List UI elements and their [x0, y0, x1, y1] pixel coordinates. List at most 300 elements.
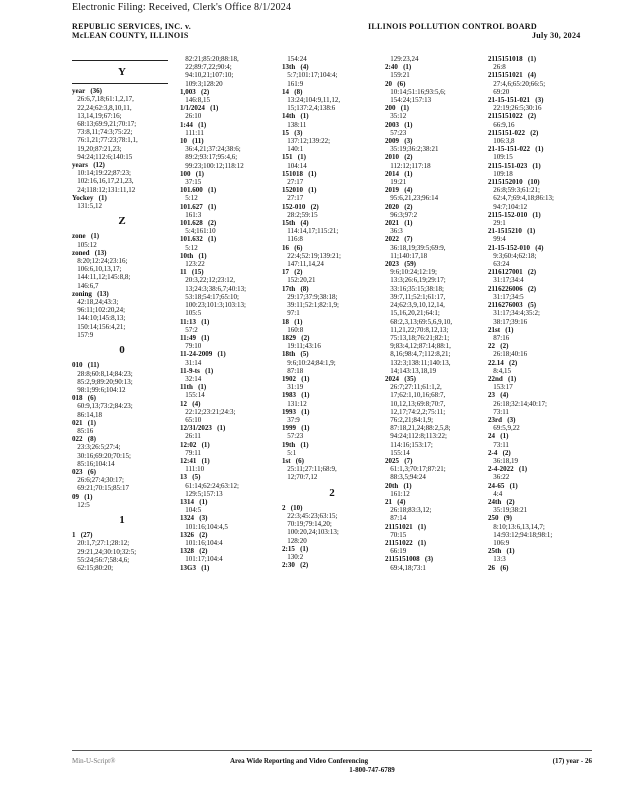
index-citation: 10:14;19:22;87:23;	[72, 169, 131, 178]
index-citation: 8:20;12:24;23:16;	[72, 257, 128, 266]
index-term: 11-9-ts (1)	[180, 366, 214, 375]
index-term: 09 (1)	[72, 492, 93, 501]
index-citation: 36:18,19	[488, 456, 518, 465]
index-citation: 9:6;10:24;12:19;	[385, 268, 437, 277]
index-citation: 26:18;83:3,12;	[385, 506, 432, 515]
index-citation: 152:20,21	[282, 276, 316, 285]
index-citation: 28:8;60:8,14;84:23;	[72, 369, 133, 378]
index-citation: 140:1	[282, 145, 304, 154]
index-citation: 13:3	[488, 555, 506, 564]
index-citation: 68:13;69:9,21;70:17;	[72, 120, 137, 129]
index-citation: 161:12	[385, 489, 410, 498]
index-term: 12 (4)	[180, 399, 201, 408]
footer-phone: 1-800-747-6789	[349, 766, 395, 774]
index-citation: 109:18	[488, 169, 513, 178]
index-term: 22 (2)	[488, 342, 509, 351]
index-term: 24th (2)	[488, 497, 515, 506]
index-citation: 36:22	[488, 473, 510, 482]
index-citation: 109:15	[488, 153, 513, 162]
index-citation: 66:19	[385, 547, 407, 556]
index-citation: 39:11;52:1;82:1,9;	[282, 301, 339, 310]
index-citation: 8,16;98:4,7;112:8,21;	[385, 350, 451, 359]
index-citation: 87:18	[282, 366, 304, 375]
index-citation: 23:3;26:5;27:4;	[72, 443, 121, 452]
index-citation: 94:7;104:12	[488, 202, 528, 211]
index-term: 021 (1)	[72, 418, 96, 427]
index-citation: 85:2,9;89:20;90:13;	[72, 377, 133, 386]
index-term: 14th (1)	[282, 112, 309, 121]
index-term: 21 (4)	[385, 497, 406, 506]
index-citation: 111:10	[180, 465, 205, 474]
index-term: 2020 (2)	[385, 202, 413, 211]
index-citation: 112:12;117:18	[385, 161, 431, 170]
index-term: 11:13 (1)	[180, 317, 210, 326]
index-citation: 11,21,22;70:8,12,13;	[385, 325, 449, 334]
index-citation: 33:16;35:15;38:18;	[385, 284, 444, 293]
index-term: zone (1)	[72, 232, 100, 241]
index-citation: 87:18,21,24;88:2,5,8;	[385, 424, 451, 433]
index-citation: 79:10	[180, 342, 202, 351]
index-term: 2 (10)	[282, 503, 303, 512]
index-term: 1324 (3)	[180, 514, 208, 523]
index-citation: 155:14	[180, 391, 205, 400]
index-term: 101.600 (1)	[180, 186, 217, 195]
index-term: 22nd (1)	[488, 374, 517, 383]
index-term: 2-4 (2)	[488, 448, 511, 457]
index-term: 101.632 (1)	[180, 235, 217, 244]
index-citation: 29:17;37:9;38:18;	[282, 292, 338, 301]
index-citation: 146:6,7	[72, 281, 99, 290]
index-term: 21151022 (1)	[385, 538, 427, 547]
index-citation: 61:1,3;70:17;87:21;	[385, 465, 446, 474]
index-term: 1326 (2)	[180, 530, 208, 539]
index-term: 151 (1)	[282, 153, 306, 162]
index-citation: 128:20	[282, 536, 307, 545]
section-rule	[72, 83, 168, 84]
index-term: 18th (5)	[282, 350, 309, 359]
index-citation: 5:4;161:10	[180, 227, 216, 236]
index-citation: 9;83:4,12;87:14;88:1,	[385, 342, 451, 351]
index-citation: 12,17;74:2,2;75:11;	[385, 407, 446, 416]
index-term: 2115151022 (2)	[488, 112, 537, 121]
index-term: 12:02 (1)	[180, 440, 210, 449]
index-citation: 28:2;59:15	[282, 210, 318, 219]
index-term: 11-24-2009 (1)	[180, 350, 226, 359]
index-citation: 105:5	[180, 309, 202, 318]
index-citation: 73:11	[488, 440, 509, 449]
index-citation: 12;70:7,12	[282, 473, 318, 482]
index-citation: 94:24;112:8;113:22;	[385, 432, 447, 441]
index-term: 2022 (7)	[385, 235, 413, 244]
index-citation: 5:12	[180, 243, 198, 252]
index-citation: 31:19	[282, 383, 304, 392]
index-citation: 22:19;26:5;30:16	[488, 104, 542, 113]
index-citation: 102:16,16,17,21,23,	[72, 177, 134, 186]
index-term: 16 (6)	[282, 243, 303, 252]
footer-page: (17) year - 26	[552, 757, 592, 765]
index-citation: 96:3;97:2	[385, 210, 418, 219]
case-caption-line2: McLEAN COUNTY, ILLINOIS	[72, 31, 189, 40]
index-citation: 131:5,12	[72, 202, 102, 211]
index-column-1	[72, 55, 172, 572]
index-citation: 20:3,22;12;23:12,	[180, 276, 236, 285]
index-citation: 26:10	[180, 112, 202, 121]
index-citation: 35:19;36:2;38:21	[385, 145, 439, 154]
index-citation: 155:14	[385, 448, 410, 457]
index-term: 1829 (2)	[282, 333, 310, 342]
index-citation: 27:4,6;65:20;66:5;	[488, 79, 546, 88]
index-citation: 69:21;70:15;85:17	[72, 484, 129, 493]
index-term: 21-1515210 (1)	[488, 227, 536, 236]
index-term: 26 (6)	[488, 563, 509, 572]
index-term: 15th (4)	[282, 219, 309, 228]
index-citation: 35:19;38:21	[488, 506, 528, 515]
index-term: 2-4-2022 (1)	[488, 465, 528, 474]
index-term: 18 (1)	[282, 317, 303, 326]
index-citation: 94:10,21;107:10;	[180, 71, 234, 80]
index-citation: 32:14	[180, 374, 202, 383]
index-citation: 154:24	[282, 55, 307, 63]
index-citation: 26:6;27:4;30:17;	[72, 476, 124, 485]
index-citation: 129:23,24	[385, 55, 419, 63]
index-term: 2115151-022 (2)	[488, 128, 539, 137]
index-citation: 86:14,18	[72, 410, 102, 419]
index-citation: 13:3;26:6,19;29:17;	[385, 276, 446, 285]
index-term: 21-15-151-022 (1)	[488, 145, 544, 154]
index-citation: 10,12,13;69:8;70:7,	[385, 399, 446, 408]
index-citation: 97:1	[282, 309, 300, 318]
index-citation: 13,14,19;67:16;	[72, 111, 122, 120]
index-term: 1 (27)	[72, 531, 93, 540]
index-citation: 157:9	[72, 330, 94, 339]
index-citation: 13:24;104:9,11,12,	[282, 96, 341, 105]
index-citation: 101:16;104:4	[180, 538, 223, 547]
index-term: 17 (2)	[282, 268, 303, 277]
index-term: 19th (1)	[282, 440, 309, 449]
index-citation: 5:7;101:17;104:4;	[282, 71, 338, 80]
index-citation: 31:17;34:4;35:2;	[488, 309, 540, 318]
index-citation: 61:14;62:24;63:12;	[180, 481, 239, 490]
index-column-2	[180, 55, 280, 572]
index-term: zoning (13)	[72, 289, 109, 298]
index-citation: 79:11	[180, 448, 201, 457]
index-citation: 99:4	[488, 235, 506, 244]
index-citation: 10:14;51:16;93:5,6;	[385, 87, 446, 96]
index-column-3	[282, 55, 382, 569]
section-letter: Z	[118, 215, 126, 228]
index-citation: 39:7,11;52:1;61:17,	[385, 292, 446, 301]
index-term: 2009 (3)	[385, 137, 413, 146]
index-citation: 106:9	[488, 538, 510, 547]
index-term: 2003 (1)	[385, 120, 413, 129]
footer-reporting: Area Wide Reporting and Video Conferencing	[230, 757, 369, 765]
index-citation: 26:18;40:16	[488, 350, 528, 359]
index-citation: 85:16	[72, 426, 94, 435]
index-citation: 22:4;52:19;139:21;	[282, 251, 341, 260]
index-term: 2115151018 (1)	[488, 55, 537, 63]
index-citation: 38:17;39:16	[488, 317, 528, 326]
index-citation: 101:16;104:4,5	[180, 522, 228, 531]
index-citation: 150:14;156:4,21;	[72, 322, 126, 331]
index-citation: 131:12	[282, 399, 307, 408]
index-citation: 75:13,18;76:21;82:1;	[385, 333, 450, 342]
index-citation: 29:21,24;30:10;32:5;	[72, 547, 137, 556]
index-citation: 100:23;101:3;103:13;	[180, 301, 246, 310]
index-citation: 101:17;104:4	[180, 555, 223, 564]
section-letter: 2	[329, 486, 335, 499]
index-citation: 5:1	[282, 448, 297, 457]
index-term: 200 (1)	[385, 104, 409, 113]
index-term: 21st (1)	[488, 325, 514, 334]
index-citation: 76:1,21;77:23;78:1,1,	[72, 136, 138, 145]
index-term: 10th (1)	[180, 251, 207, 260]
index-term: 12/31/2023 (1)	[180, 424, 226, 433]
index-citation: 147:11,14,24	[282, 260, 324, 269]
index-citation: 31:14	[180, 358, 202, 367]
index-term: 22.14 (2)	[488, 358, 518, 367]
index-term: 010 (11)	[72, 361, 100, 370]
index-term: 23 (4)	[488, 391, 509, 400]
index-citation: 8:4,15	[488, 366, 511, 375]
index-term: 20th (1)	[385, 481, 412, 490]
index-citation: 69:4,18;73:1	[385, 563, 426, 572]
index-citation: 129:5;157:13	[180, 489, 223, 498]
index-citation: 35:12	[385, 112, 407, 121]
index-term: 1983 (1)	[282, 391, 310, 400]
index-citation: 30:16;69:20;70:15;	[72, 451, 131, 460]
section-letter: Y	[118, 66, 126, 78]
index-term: 152-010 (2)	[282, 202, 319, 211]
index-citation: 22:12;23:21;24:3;	[180, 407, 236, 416]
index-citation: 153:17	[488, 383, 513, 392]
index-term: 2024 (35)	[385, 374, 416, 383]
index-term: 1:44 (1)	[180, 120, 207, 129]
index-citation: 94:24;112:6;140:15	[72, 152, 133, 161]
index-citation: 14:93:12;94:18;98:1;	[488, 530, 553, 539]
index-term: 018 (6)	[72, 394, 96, 403]
index-term: 101.628 (2)	[180, 219, 217, 228]
index-citation: 73:11	[488, 407, 509, 416]
index-citation: 63:24	[488, 260, 510, 269]
index-term: 13 (5)	[180, 473, 201, 482]
index-term: 21-15-151-021 (3)	[488, 96, 544, 105]
index-citation: 53:18;54:17;65:10;	[180, 292, 239, 301]
index-term: 2115-152-010 (1)	[488, 210, 541, 219]
index-term: 2115151021 (4)	[488, 71, 537, 80]
index-term: 24-65 (1)	[488, 481, 518, 490]
index-term: 2021 (1)	[385, 219, 413, 228]
index-term: 1,003 (2)	[180, 87, 210, 96]
index-column-5	[488, 55, 598, 572]
index-term: year (36)	[72, 87, 102, 96]
index-citation: 27:17	[282, 194, 304, 203]
hearing-date: July 30, 2024	[532, 31, 581, 40]
index-citation: 42:18,24;43:3;	[72, 298, 119, 307]
index-term: 17th (8)	[282, 284, 309, 293]
index-citation: 27:17	[282, 178, 304, 187]
index-citation: 106:3,8	[488, 137, 515, 146]
index-term: 023 (6)	[72, 467, 96, 476]
index-term: 2116127001 (2)	[488, 268, 537, 277]
index-citation: 19,20;87:21,23;	[72, 144, 122, 153]
index-citation: 11;140:17,18	[385, 251, 428, 260]
index-citation: 62:4,7;69:4,18;86:13;	[488, 194, 554, 203]
index-citation: 19:21	[385, 178, 407, 187]
index-term: 2115-151-023 (1)	[488, 161, 541, 170]
index-citation: 95:6,21,23;96:14	[385, 194, 439, 203]
index-term: 15 (3)	[282, 128, 303, 137]
index-term: 2:40 (1)	[385, 63, 412, 72]
index-citation: 98:1;99:6;104:12	[72, 385, 126, 394]
index-citation: 123:22	[180, 260, 205, 269]
index-citation: 159:21	[385, 71, 410, 80]
index-citation: 66:9,16	[488, 120, 515, 129]
index-citation: 144:11,12;145:8,8;	[72, 273, 131, 282]
index-citation: 109:3;128:20	[180, 79, 223, 88]
index-term: 022 (8)	[72, 435, 96, 444]
index-citation: 15,16,20,21;64:1;	[385, 309, 440, 318]
index-citation: 106:6,10,13,17;	[72, 265, 122, 274]
index-term: 250 (9)	[488, 514, 512, 523]
index-citation: 99:23;100:12;118:12	[180, 161, 244, 170]
index-citation: 87:16	[488, 333, 510, 342]
index-citation: 62:15;80:20;	[72, 563, 114, 572]
index-citation: 9:6;10:24;84:1,9;	[282, 358, 336, 367]
index-term: 2025 (7)	[385, 456, 413, 465]
index-term: zoned (13)	[72, 248, 107, 257]
index-column-4	[385, 55, 485, 572]
index-term: 2115152010 (10)	[488, 178, 540, 187]
index-term: 2010 (2)	[385, 153, 413, 162]
index-citation: 138:11	[282, 120, 307, 129]
index-citation: 70:19;79:14,20;	[282, 520, 332, 529]
index-term: 25th (1)	[488, 547, 515, 556]
index-term: 23rd (3)	[488, 415, 516, 424]
board-name: ILLINOIS POLLUTION CONTROL BOARD	[368, 22, 537, 31]
index-citation: 70:15	[385, 530, 407, 539]
index-citation: 144:10;145:8,13;	[72, 314, 126, 323]
index-citation: 31:17;34:4	[488, 276, 524, 285]
index-term: 2:15 (1)	[282, 544, 309, 553]
index-citation: 22:3;45:23;63:15;	[282, 511, 338, 520]
index-term: 2:30 (2)	[282, 561, 309, 570]
index-citation: 137:12;139:22;	[282, 137, 331, 146]
section-letter: 0	[119, 344, 125, 357]
index-citation: 104:5	[180, 506, 202, 515]
index-citation: 85:16;104:14	[72, 459, 115, 468]
index-term: 2116226006 (2)	[488, 284, 537, 293]
index-citation: 24;62:3,9,10,12,14,	[385, 301, 445, 310]
index-term: 12:41 (1)	[180, 456, 210, 465]
index-citation: 31:17;34:5	[488, 292, 524, 301]
index-term: 101.627 (1)	[180, 202, 217, 211]
index-citation: 26:18;32:14;40:17;	[488, 399, 547, 408]
index-term: 151018 (1)	[282, 169, 317, 178]
index-citation: 29:1	[488, 219, 506, 228]
index-citation: 161:9	[282, 79, 304, 88]
index-citation: 22;89:7,22;90:4;	[180, 63, 232, 72]
index-citation: 5:12	[180, 194, 198, 203]
index-citation: 26:11	[180, 432, 201, 441]
index-term: 14 (8)	[282, 87, 303, 96]
index-term: 11 (15)	[180, 268, 204, 277]
index-citation: 88:3,5;94:24	[385, 473, 426, 482]
index-citation: 19:11;43:16	[282, 342, 321, 351]
index-term: years (12)	[72, 161, 105, 170]
index-citation: 55:24;56:7;58:4,6;	[72, 555, 130, 564]
index-citation: 36:3	[385, 227, 403, 236]
index-citation: 25:11;27:11;68:9,	[282, 465, 337, 474]
index-citation: 82:21;85:20;88:18,	[180, 55, 239, 63]
index-citation: 57:23	[385, 128, 407, 137]
index-citation: 111:11	[180, 128, 204, 137]
index-term: 2019 (4)	[385, 186, 413, 195]
index-citation: 15;137:2,4;138:6	[282, 104, 336, 113]
index-citation: 114:16;153:17;	[385, 440, 433, 449]
index-citation: 89:2;93:17;95:4,6;	[180, 153, 238, 162]
index-citation: 76:2,21;84:1,9;	[385, 415, 434, 424]
case-caption-line1: REPUBLIC SERVICES, INC. v.	[72, 22, 192, 31]
index-term: 24 (1)	[488, 432, 509, 441]
index-term: 152010 (1)	[282, 186, 317, 195]
index-term: 1314 (1)	[180, 497, 208, 506]
index-citation: 36:18,19;39:5;69:9,	[385, 243, 446, 252]
index-citation: 37:9	[282, 415, 300, 424]
index-term: 1st (6)	[282, 456, 304, 465]
index-citation: 24;118:12;131:11,12	[72, 185, 136, 194]
index-citation: 87:14	[385, 514, 407, 523]
index-citation: 57:2	[180, 325, 198, 334]
index-term: 2014 (1)	[385, 169, 413, 178]
index-citation: 12:5	[72, 500, 90, 509]
index-citation: 96:11;102:20,24;	[72, 306, 126, 315]
index-citation: 26:8;59:3;61:21;	[488, 186, 540, 195]
clerk-stamp: Electronic Filing: Received, Clerk's Office 8/1/2024	[72, 2, 292, 13]
index-term: 11th (1)	[180, 383, 207, 392]
index-citation: 26:7;27:11;61:1,2,	[385, 383, 442, 392]
index-citation: 26:6,7,18;61:1,2,17,	[72, 95, 134, 104]
index-citation: 9:3;60:4;62:18;	[488, 251, 537, 260]
index-citation: 4:4	[488, 489, 503, 498]
index-citation: 65:10	[180, 415, 202, 424]
index-citation: 73:8,11;74:3;75:22;	[72, 128, 133, 137]
index-citation: 132:3;138:11;140:13,	[385, 358, 451, 367]
index-term: 13G3 (1)	[180, 563, 210, 572]
index-term: 10 (11)	[180, 137, 204, 146]
index-citation: 57:23	[282, 432, 304, 441]
index-term: 2115151008 (3)	[385, 555, 434, 564]
index-term: 21-15-152-010 (4)	[488, 243, 544, 252]
index-term: 21151021 (1)	[385, 522, 427, 531]
index-citation: 105:12	[72, 240, 97, 249]
index-citation: 13;24:3;38:6,7;40:13;	[180, 284, 247, 293]
footer-brand: Min-U-Script®	[72, 757, 116, 765]
index-term: 13th (4)	[282, 63, 309, 72]
index-citation: 104:14	[282, 161, 307, 170]
index-citation: 60:9,13;73:2;84:23;	[72, 402, 133, 411]
index-citation: 14;143:13,18,19	[385, 366, 437, 375]
index-citation: 68:2,3,13;69:5,6,9,10,	[385, 317, 453, 326]
index-term: 1999 (1)	[282, 424, 310, 433]
index-term: 1/1/2024 (1)	[180, 104, 219, 113]
index-term: 100 (1)	[180, 169, 204, 178]
index-citation: 154:24;157:13	[385, 96, 432, 105]
index-term: 2023 (59)	[385, 260, 416, 269]
index-citation: 20:1,7;27:1;28:12;	[72, 539, 130, 548]
index-citation: 26:8	[488, 63, 506, 72]
index-citation: 130:2	[282, 552, 304, 561]
index-citation: 17;62:1,10,16;68:7,	[385, 391, 446, 400]
